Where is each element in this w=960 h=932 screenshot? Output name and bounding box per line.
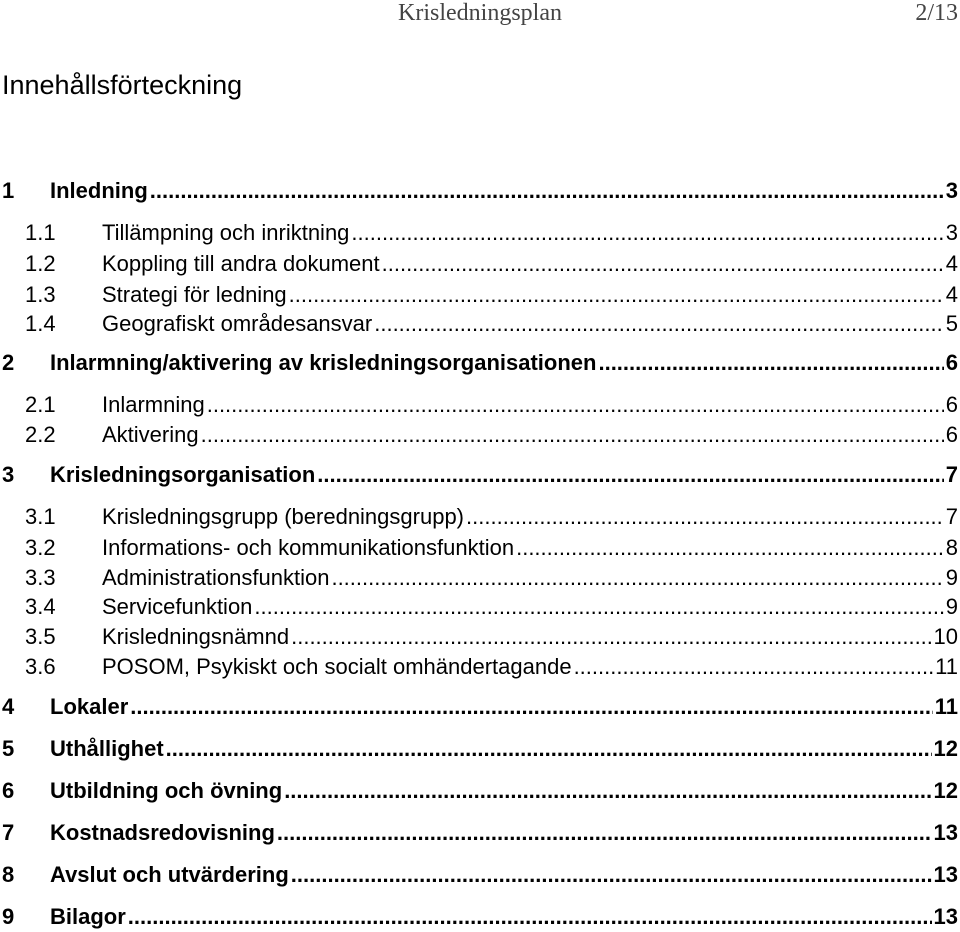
document-title: Krisledningsplan bbox=[398, 0, 562, 26]
toc-entry-label: Tillämpning och inriktning bbox=[102, 220, 350, 245]
toc-entry-page: 6 bbox=[945, 392, 958, 417]
toc-entry-label: Inlarmning/aktivering av krisledningsorganisationen bbox=[50, 350, 597, 375]
toc-entry-number: 3.4 bbox=[25, 594, 56, 619]
toc-entry-line bbox=[102, 422, 958, 448]
toc-entry-page: 11 bbox=[935, 654, 958, 679]
toc-leader-dots bbox=[351, 220, 943, 246]
toc-entry-number: 2.1 bbox=[25, 392, 56, 417]
toc-entry-line bbox=[50, 462, 958, 488]
toc-entry-line bbox=[102, 251, 958, 277]
toc-entry-number: 6 bbox=[2, 778, 15, 803]
toc-entry-number: 1.2 bbox=[25, 251, 56, 276]
toc-entry[interactable] bbox=[0, 282, 960, 310]
toc-entry-label: Koppling till andra dokument bbox=[102, 251, 380, 276]
toc-entry-line bbox=[102, 311, 958, 337]
toc-leader-dots bbox=[207, 392, 944, 418]
toc-entry[interactable] bbox=[0, 820, 960, 848]
toc-entry-page: 9 bbox=[945, 565, 958, 590]
toc-leader-dots bbox=[374, 311, 944, 337]
toc-entry[interactable] bbox=[0, 594, 960, 622]
toc-entry-number: 8 bbox=[2, 862, 15, 887]
toc-leader-dots bbox=[201, 422, 944, 448]
toc-entry[interactable] bbox=[0, 504, 960, 532]
toc-entry-page: 12 bbox=[933, 736, 958, 761]
toc-entry-number: 2 bbox=[2, 350, 15, 375]
toc-leader-dots bbox=[150, 178, 944, 204]
toc-entry-page: 10 bbox=[933, 624, 958, 649]
toc-entry-label: Krisledningsgrupp (beredningsgrupp) bbox=[102, 504, 465, 529]
page-number: 2/13 bbox=[915, 0, 958, 26]
toc-entry-page: 7 bbox=[945, 504, 958, 529]
toc-leader-dots bbox=[466, 504, 944, 530]
toc-entry-label: Avslut och utvärdering bbox=[50, 862, 289, 887]
toc-entry-number: 3 bbox=[2, 462, 15, 487]
toc-entry-label: Uthållighet bbox=[50, 736, 164, 761]
toc-leader-dots bbox=[574, 654, 934, 680]
toc-entry[interactable] bbox=[0, 350, 960, 378]
toc-entry-label: Krisledningsnämnd bbox=[102, 624, 290, 649]
toc-entry-line bbox=[102, 504, 958, 530]
toc-entry-line bbox=[102, 565, 958, 591]
toc-entry-line bbox=[102, 654, 958, 680]
toc-entry[interactable] bbox=[0, 565, 960, 593]
toc-entry-line bbox=[50, 178, 958, 204]
toc-entry-number: 3.1 bbox=[25, 504, 56, 529]
toc-leader-dots bbox=[130, 694, 932, 720]
toc-leader-dots bbox=[291, 862, 932, 888]
toc-entry-line bbox=[102, 392, 958, 418]
toc-entry[interactable] bbox=[0, 392, 960, 420]
toc-entry-page: 8 bbox=[945, 535, 958, 560]
toc-entry-line bbox=[102, 535, 958, 561]
toc-entry-page: 12 bbox=[933, 778, 958, 803]
toc-leader-dots bbox=[254, 594, 943, 620]
toc-entry-page: 13 bbox=[933, 904, 958, 929]
toc-entry-number: 1.4 bbox=[25, 311, 56, 336]
toc-entry-number: 1 bbox=[2, 178, 15, 203]
toc-entry[interactable] bbox=[0, 862, 960, 890]
toc-entry[interactable] bbox=[0, 535, 960, 563]
toc-entry-label: Utbildning och övning bbox=[50, 778, 283, 803]
toc-entry-line bbox=[102, 220, 958, 246]
toc-leader-dots bbox=[166, 736, 932, 762]
toc-entry-page: 9 bbox=[945, 594, 958, 619]
toc-entry-number: 9 bbox=[2, 904, 15, 929]
toc-entry-label: Inlarmning bbox=[102, 392, 205, 417]
toc-entry-number: 4 bbox=[2, 694, 15, 719]
toc-entry[interactable] bbox=[0, 654, 960, 682]
toc-entry[interactable] bbox=[0, 624, 960, 652]
toc-entry-page: 5 bbox=[945, 311, 958, 336]
toc-entry-page: 13 bbox=[933, 820, 958, 845]
toc-entry-label: Aktivering bbox=[102, 422, 199, 447]
toc-entry-number: 3.5 bbox=[25, 624, 56, 649]
toc-entry-line bbox=[102, 282, 958, 308]
toc-entry[interactable] bbox=[0, 778, 960, 806]
toc-entry[interactable] bbox=[0, 178, 960, 206]
toc-leader-dots bbox=[291, 624, 931, 650]
toc-entry-number: 3.6 bbox=[25, 654, 56, 679]
toc-leader-dots bbox=[516, 535, 944, 561]
toc-leader-dots bbox=[289, 282, 944, 308]
toc-entry-line bbox=[50, 694, 958, 720]
toc-entry[interactable] bbox=[0, 462, 960, 490]
toc-entry-line bbox=[50, 736, 958, 762]
toc-leader-dots bbox=[128, 904, 932, 930]
toc-entry-label: Servicefunktion bbox=[102, 594, 253, 619]
toc-entry[interactable] bbox=[0, 311, 960, 339]
toc-entry-number: 1.3 bbox=[25, 282, 56, 307]
toc-entry-label: Krisledningsorganisation bbox=[50, 462, 316, 487]
toc-leader-dots bbox=[277, 820, 932, 846]
toc-entry[interactable] bbox=[0, 694, 960, 722]
toc-entry-page: 6 bbox=[945, 422, 958, 447]
toc-entry-label: POSOM, Psykiskt och socialt omhändertagande bbox=[102, 654, 572, 679]
page-header bbox=[0, 0, 960, 30]
toc-entry-number: 7 bbox=[2, 820, 15, 845]
toc-entry[interactable] bbox=[0, 904, 960, 932]
toc-leader-dots bbox=[598, 350, 943, 376]
toc-entry-number: 5 bbox=[2, 736, 15, 761]
toc-leader-dots bbox=[284, 778, 931, 804]
toc-entry-line bbox=[50, 904, 958, 930]
toc-entry-page: 11 bbox=[934, 694, 958, 719]
toc-entry-label: Informations- och kommunikationsfunktion bbox=[102, 535, 515, 560]
toc-leader-dots bbox=[317, 462, 943, 488]
toc-entry[interactable] bbox=[0, 736, 960, 764]
toc-entry-page: 3 bbox=[945, 220, 958, 245]
toc-entry-label: Kostnadsredovisning bbox=[50, 820, 275, 845]
toc-entry-number: 1.1 bbox=[25, 220, 56, 245]
toc-entry-line bbox=[102, 594, 958, 620]
toc-entry[interactable] bbox=[0, 251, 960, 279]
toc-entry-number: 2.2 bbox=[25, 422, 56, 447]
toc-entry[interactable] bbox=[0, 220, 960, 248]
toc-entry-page: 13 bbox=[933, 862, 958, 887]
toc-entry-page: 4 bbox=[945, 251, 958, 276]
toc-entry-page: 7 bbox=[945, 462, 958, 487]
toc-entry-label: Lokaler bbox=[50, 694, 129, 719]
toc-leader-dots bbox=[331, 565, 943, 591]
toc-entry-page: 6 bbox=[945, 350, 958, 375]
toc-entry-label: Strategi för ledning bbox=[102, 282, 287, 307]
toc-entry-page: 3 bbox=[945, 178, 958, 203]
toc-leader-dots bbox=[382, 251, 944, 277]
toc-entry-page: 4 bbox=[945, 282, 958, 307]
toc-entry-label: Administrationsfunktion bbox=[102, 565, 330, 590]
toc-entry-label: Bilagor bbox=[50, 904, 126, 929]
toc-entry-number: 3.2 bbox=[25, 535, 56, 560]
toc-entry-line bbox=[50, 778, 958, 804]
toc-entry-line bbox=[50, 820, 958, 846]
toc-entry-label: Geografiskt områdesansvar bbox=[102, 311, 373, 336]
toc-entry-line bbox=[50, 862, 958, 888]
toc-entry-label: Inledning bbox=[50, 178, 148, 203]
toc-entry-line bbox=[50, 350, 958, 376]
toc-entry-line bbox=[102, 624, 958, 650]
toc-title: Innehållsförteckning bbox=[2, 70, 243, 100]
toc-entry-number: 3.3 bbox=[25, 565, 56, 590]
toc-entry[interactable] bbox=[0, 422, 960, 450]
